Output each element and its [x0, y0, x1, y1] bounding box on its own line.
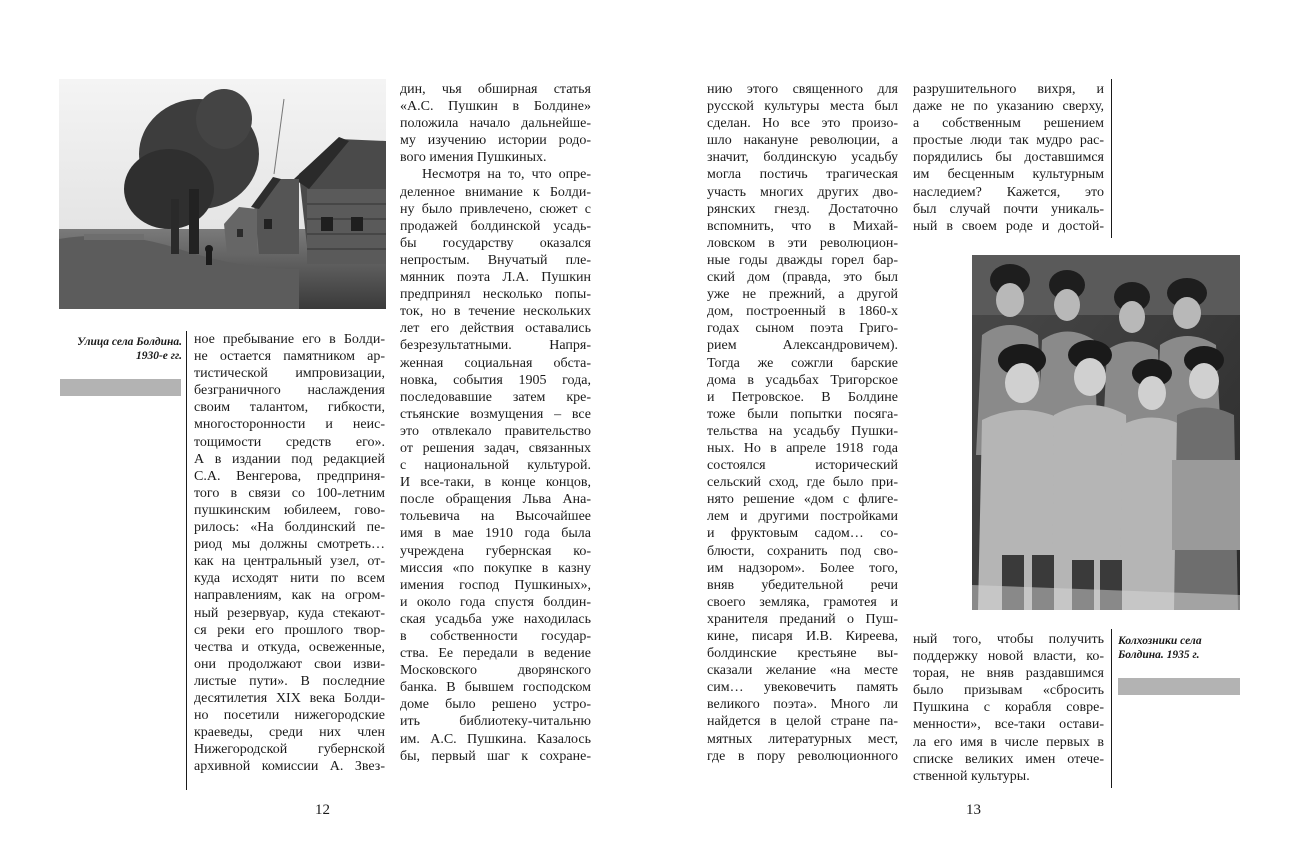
text-line: разрушительного вихря, и — [913, 82, 1104, 97]
left-column-1 — [194, 331, 385, 775]
text-line: му изучению истории родо- — [400, 133, 591, 149]
text-line: русской культуры места был — [707, 99, 898, 115]
text-line: ловском в эти революцион- — [707, 235, 898, 251]
column-rule-right-top — [1111, 79, 1112, 238]
page-number-left: 12 — [315, 802, 330, 818]
text-line: лет его действия оставались — [400, 321, 591, 337]
text-line: менности», все-таки остави- — [913, 717, 1104, 733]
text-line: нию этого священного для — [707, 82, 898, 97]
text-line: тоже были попытки посяга- — [707, 406, 898, 422]
text-line: ное пребывание его в Болди- — [194, 332, 385, 347]
photo-caption-left — [60, 335, 182, 363]
text-line: дом, построенный в 1860-х — [707, 304, 898, 320]
text-line: новка, события 1905 года, — [400, 372, 591, 388]
text-line: С.А. Венгерова, предприня- — [194, 468, 385, 484]
right-column-2-top — [913, 81, 1104, 235]
text-line: тельства на усадьбу Пушки- — [707, 423, 898, 439]
caption-line: Улица села Болдина. — [77, 336, 182, 348]
text-line: десятилетия XIX века Болди- — [194, 690, 385, 706]
text-line: бы государству оказался — [400, 235, 591, 251]
text-line: был случай почти уникаль- — [913, 201, 1104, 217]
text-line: рилось: «На болдинский пе- — [194, 520, 385, 536]
text-line: а собственным решением — [913, 116, 1104, 132]
text-line: могла постичь трагическая — [707, 167, 898, 183]
text-line: чества и откуда, освеженные, — [194, 639, 385, 655]
text-line: шло накануне революции, а — [707, 133, 898, 149]
text-line: поддержку новой власти, ко- — [913, 649, 1104, 665]
text-line: деленное внимание к Болди- — [400, 184, 591, 200]
text-line: дома в усадьбах Тригорское — [707, 372, 898, 388]
text-line: ства. Ее передали в ведение — [400, 646, 591, 662]
text-line: риод мы должны смотреть… — [194, 537, 385, 553]
text-line: ская усадьба уже находилась — [400, 611, 591, 627]
caption-bar-left — [60, 379, 181, 396]
text-line: дин, чья обширная статья — [400, 82, 591, 97]
caption-bar-right — [1118, 678, 1240, 695]
text-line: им бесценным культурным — [913, 167, 1104, 183]
text-line: вспомнить, что в Михай- — [707, 218, 898, 234]
text-line: Нижегородской губернской — [194, 742, 385, 758]
text-line: тольевича на Высочайшее — [400, 509, 591, 525]
text-line: Несмотря на то, что опре- — [422, 167, 591, 183]
text-line: им. А.С. Пушкина. Казалось — [400, 731, 591, 747]
text-line: своим талантом, гибкости, — [194, 400, 385, 416]
text-line: листые пути». В последние — [194, 673, 385, 689]
village-street-photo — [59, 79, 386, 309]
text-line: последовавшие затем кре- — [400, 389, 591, 405]
text-line: куда исходят нити по всем — [194, 571, 385, 587]
text-line: им надзором». Более того, — [707, 560, 898, 576]
text-line: продажей болдинской усадь- — [400, 218, 591, 234]
text-line: ный того, чтобы получить — [913, 632, 1104, 647]
text-line: имения господ Пушкиных», — [400, 577, 591, 593]
caption-line: Колхозники села — [1118, 635, 1202, 647]
text-line: наследием? Кажется, это — [913, 184, 1104, 200]
text-line: миссия «по покупке в казну — [400, 560, 591, 576]
text-line: где в пору революционного — [707, 748, 898, 764]
text-line: сказали желание «на месте — [707, 663, 898, 679]
text-line: банка. В бывшем господском — [400, 680, 591, 696]
text-line: предпринял несколько попы- — [400, 287, 591, 303]
text-line: значит, болдинскую усадьбу — [707, 150, 898, 166]
text-line: нято решение «дом с флиге- — [707, 492, 898, 508]
text-line: и около года спустя болдин- — [400, 594, 591, 610]
text-line: положила начало дальнейше- — [400, 116, 591, 132]
text-line: вого имения Пушкиных. — [400, 150, 547, 166]
left-column-2 — [400, 81, 591, 765]
text-line: рянских гнезд. Достаточно — [707, 201, 898, 217]
text-line: мятных литературных мест, — [707, 731, 898, 747]
text-line: многосторонности и неис- — [194, 417, 385, 433]
text-line: сделан. Но все это произо- — [707, 116, 898, 132]
text-line: было призывам «сбросить — [913, 683, 1104, 699]
text-line: великого поэта». Много ли — [707, 697, 898, 713]
text-line: ток, но в течение нескольких — [400, 304, 591, 320]
text-line: ный в своем роде и достой- — [913, 218, 1104, 234]
text-line: но посетили нижегородские — [194, 708, 385, 724]
text-line: тощимости средств его». — [194, 434, 385, 450]
text-line: того в связи со 100-летним — [194, 485, 385, 501]
text-line: как на центральный узел, от- — [194, 554, 385, 570]
text-line: направлениям, как на огром- — [194, 588, 385, 604]
text-line: участь многих других дво- — [707, 184, 898, 200]
text-line: в собственности государ- — [400, 629, 591, 644]
caption-line: Болдина. 1935 г. — [1118, 649, 1200, 661]
text-line: это отвлекало правительство — [400, 423, 591, 439]
text-line: ну было привлечено, сюжет с — [400, 201, 591, 217]
text-line: с национальной культурой. — [400, 458, 591, 474]
text-line: блюсти, сохранить под сво- — [707, 543, 898, 559]
photo-caption-right — [1118, 634, 1242, 662]
text-line: сим… увековечить память — [707, 680, 898, 696]
text-line: своего земляка, грамотея и — [707, 594, 898, 610]
text-line: даже не по указанию сверху, — [913, 99, 1104, 115]
text-line: ный резервуар, куда стекают- — [194, 605, 385, 621]
text-line: архивной комиссии А. Звез- — [194, 759, 385, 775]
text-line: пушкинским юбилеем, гово- — [194, 502, 385, 518]
text-line: они продолжают свои изви- — [194, 656, 385, 672]
text-line: годах сыном поэта Григо- — [707, 321, 898, 337]
text-line: от решения задач, связанных — [400, 440, 591, 456]
text-line: имя в мае 1910 года была — [400, 526, 591, 542]
text-line: сельский сход, где было при- — [707, 475, 898, 491]
text-line: болдинские крестьяне вы- — [707, 646, 898, 662]
text-line: хранителя преданий о Пуш- — [707, 611, 898, 627]
text-line: бы, первый шаг к сохране- — [400, 748, 591, 764]
text-line: И все-таки, в конце концов, — [400, 475, 591, 491]
text-line: безграничного наслаждения — [194, 383, 385, 399]
right-column-2-bottom — [913, 631, 1104, 785]
text-line: непростым. Внучатый пле- — [400, 252, 591, 268]
text-line: стьянские возмущения – все — [400, 406, 591, 422]
text-line: ла его имя в числе первых в — [913, 734, 1104, 750]
text-line: ить библиотеку-читальню — [400, 714, 591, 730]
text-line: тистической импровизации, — [194, 366, 385, 382]
text-line: Московского дворянского — [400, 663, 591, 679]
text-line: ные годы дважды горел бар- — [707, 252, 898, 268]
text-line: лем и другими постройками — [707, 509, 898, 525]
text-line: краеведы, среди них член — [194, 725, 385, 741]
text-line: списке великих имен отече- — [913, 751, 1104, 767]
text-line: и Петровское. В Болдине — [707, 389, 898, 405]
column-rule-left — [186, 331, 187, 790]
text-line: учреждена губернская ко- — [400, 543, 591, 559]
right-column-1 — [707, 81, 898, 765]
caption-line: 1930-е гг. — [135, 350, 182, 362]
text-line: ных. Но в апреле 1918 года — [707, 440, 898, 456]
collective-farmers-photo — [972, 255, 1240, 610]
text-line: порядились бы доставшимся — [913, 150, 1104, 166]
text-line: Пушкина с корабля совре- — [913, 700, 1104, 716]
text-line: найдется в целой стране па- — [707, 714, 898, 730]
text-line: А в издании под редакцией — [194, 451, 385, 467]
text-line: мянник поэта Л.А. Пушкин — [400, 270, 591, 286]
text-line: доме было решено устро- — [400, 697, 591, 713]
text-line: «А.С. Пушкин в Болдине» — [400, 99, 591, 115]
text-line: безрезультатными. Напря- — [400, 338, 591, 354]
text-line: торая, не вняв раздавшимся — [913, 666, 1104, 682]
text-line: простые люди так мудро рас- — [913, 133, 1104, 149]
column-rule-right-bottom — [1111, 629, 1112, 788]
text-line: и фруктовым садом… со- — [707, 526, 898, 542]
text-line: не остается памятником ар- — [194, 349, 385, 365]
text-line: вняв убедительной речи — [707, 577, 898, 593]
text-line: состоялся исторический — [707, 458, 898, 474]
text-line: ский дом (правда, это был — [707, 270, 898, 286]
text-line: ственной культуры. — [913, 768, 1030, 784]
text-line: рием Александровичем). — [707, 338, 898, 354]
text-line: уже не прежний, а другой — [707, 287, 898, 303]
text-line: Тогда же сожгли барские — [707, 355, 898, 371]
text-line: кине, писаря И.В. Киреева, — [707, 629, 898, 644]
text-line: ся реки его прошлого твор- — [194, 622, 385, 638]
page-number-right: 13 — [966, 802, 981, 818]
text-line: женная социальная обста- — [400, 355, 591, 371]
text-line: после обращения Льва Ана- — [400, 492, 591, 508]
